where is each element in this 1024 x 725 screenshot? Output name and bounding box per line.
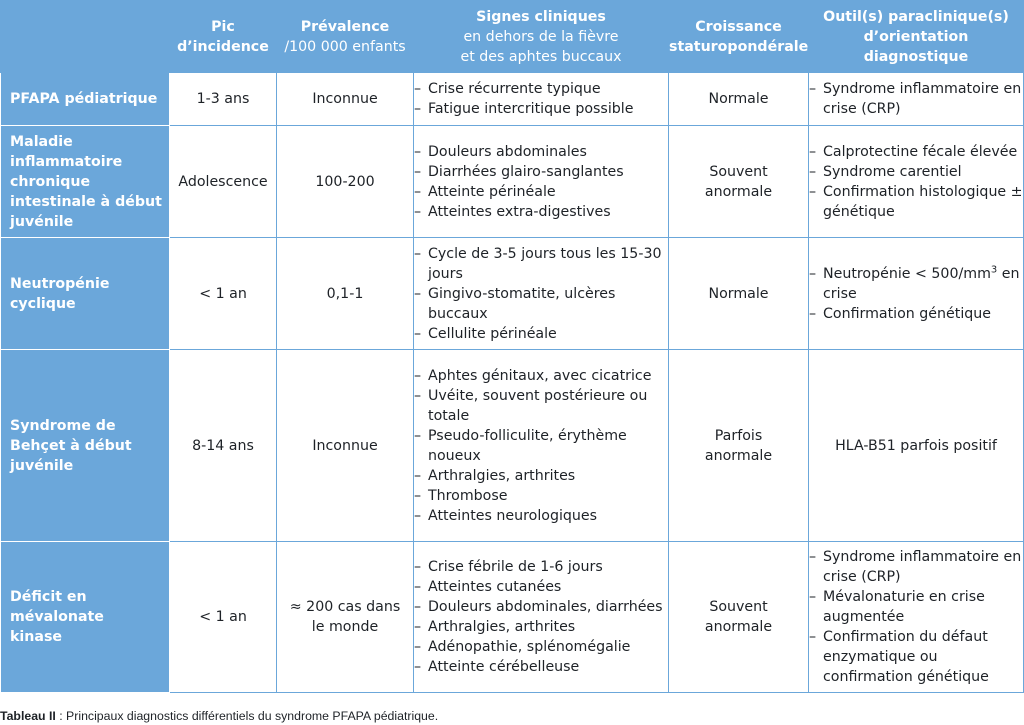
signs-list — [414, 366, 668, 526]
row-header: PFAPA pédiatrique — [1, 73, 170, 126]
list-item: – Cycle de 3-5 jours tous les 15-30 jours — [414, 244, 668, 284]
list-item: – Arthralgies, arthrites — [414, 617, 668, 637]
header-diagnostic-tools: Outil(s) paraclinique(s) d’orientation diagnostique — [809, 1, 1024, 73]
list-item: – Diarrhées glairo-sanglantes — [414, 162, 668, 182]
signs-cell — [414, 73, 669, 126]
growth-text: Souvent anormale — [704, 599, 773, 635]
row-header-label: Neutropénie cyclique — [10, 275, 110, 312]
row-header: Syndrome de Behçet à début juvénile — [1, 350, 170, 542]
growth-cell: Normale — [669, 238, 809, 350]
list-item: – Atteinte périnéale — [414, 182, 668, 202]
list-item: – Atteintes extra-digestives — [414, 202, 668, 222]
growth-text: Parfois anormale — [704, 427, 773, 464]
tools-cell — [809, 238, 1024, 350]
signs-list — [414, 557, 668, 677]
list-item: – Confirmation génétique — [809, 304, 1023, 324]
list-item: – Douleurs abdominales — [414, 142, 668, 162]
caption-text: : Principaux diagnostics différentiels du syndrome PFAPA pédiatrique. — [55, 709, 439, 723]
onset-cell: 8-14 ans — [170, 350, 277, 542]
growth-cell — [669, 350, 809, 542]
list-item: – Arthralgies, arthrites — [414, 466, 668, 486]
signs-cell — [414, 126, 669, 238]
list-item: – Atteintes neurologiques — [414, 506, 668, 526]
list-item: – Syndrome carentiel — [809, 162, 1023, 182]
onset-cell: < 1 an — [170, 238, 277, 350]
header-growth: Croissance staturopondérale — [669, 1, 809, 73]
header-prevalence: Prévalence /100 000 enfants — [277, 1, 414, 73]
list-item: – Atteinte cérébelleuse — [414, 657, 668, 677]
signs-list — [414, 79, 668, 119]
neutropenia-text: Neutropénie < 500/mm — [823, 265, 991, 282]
signs-cell — [414, 238, 669, 350]
header-clinical-signs: Signes cliniques en dehors de la fièvre et des aphtes buccaux — [414, 1, 669, 73]
table-row — [1, 73, 1024, 126]
signs-list — [414, 142, 668, 222]
growth-cell: Normale — [669, 73, 809, 126]
signs-cell — [414, 350, 669, 542]
onset-cell: Adolescence — [170, 126, 277, 238]
list-item: – Mévalonaturie en crise augmentée — [809, 587, 1023, 627]
row-header — [1, 238, 170, 350]
list-item: – Cellulite périnéale — [414, 324, 668, 344]
list-item: – Douleurs abdominales, diarrhées — [414, 597, 668, 617]
prevalence-text: ≈ 200 cas dans le monde — [289, 599, 401, 635]
growth-cell — [669, 126, 809, 238]
tools-list — [809, 547, 1023, 687]
header-row — [1, 1, 1024, 73]
table-row — [1, 126, 1024, 238]
list-item: – Fatigue intercritique possible — [414, 99, 668, 119]
tools-cell — [809, 126, 1024, 238]
list-item: – Uvéite, souvent postérieure ou totale — [414, 386, 668, 426]
table-row — [1, 350, 1024, 542]
tools-cell — [809, 542, 1024, 693]
onset-cell: 1-3 ans — [170, 73, 277, 126]
list-item: – Thrombose — [414, 486, 668, 506]
list-item: – Syndrome inflammatoire en crise (CRP) — [809, 547, 1023, 587]
table-caption — [0, 709, 438, 723]
header-corner — [1, 1, 170, 73]
prevalence-cell: Inconnue — [277, 350, 414, 542]
list-item: – Calprotectine fécale élevée — [809, 142, 1023, 162]
list-item: – Adénopathie, splénomégalie — [414, 637, 668, 657]
growth-text: Souvent anormale — [704, 163, 773, 200]
list-item: – Syndrome inflammatoire en crise (CRP) — [809, 79, 1023, 119]
prevalence-cell: 0,1-1 — [277, 238, 414, 350]
signs-cell — [414, 542, 669, 693]
row-header — [1, 542, 170, 693]
superscript: 3 — [990, 263, 998, 275]
list-item: – Aphtes génitaux, avec cicatrice — [414, 366, 668, 386]
list-item: – Crise récurrente typique — [414, 79, 668, 99]
table-row — [1, 542, 1024, 693]
tools-list — [809, 264, 1023, 324]
prevalence-cell — [277, 542, 414, 693]
onset-cell: < 1 an — [170, 542, 277, 693]
list-item: – Confirmation histologique ± génétique — [809, 182, 1023, 222]
row-header: Maladie inflammatoire chronique intestinale à début juvénile — [1, 126, 170, 238]
tools-list — [809, 142, 1023, 222]
header-onset: Pic d’incidence — [170, 1, 277, 73]
list-item: – Atteintes cutanées — [414, 577, 668, 597]
prevalence-cell: 100-200 — [277, 126, 414, 238]
caption-label: Tableau II — [0, 709, 56, 723]
growth-cell — [669, 542, 809, 693]
tools-list — [809, 79, 1023, 119]
list-item: – Pseudo-folliculite, érythème noueux — [414, 426, 668, 466]
list-item: – Crise fébrile de 1-6 jours — [414, 557, 668, 577]
list-item — [809, 264, 1023, 304]
prevalence-cell: Inconnue — [277, 73, 414, 126]
list-item: – Confirmation du défaut enzymatique ou confirmation génétique — [809, 627, 1023, 687]
list-item: – Gingivo-stomatite, ulcères buccaux — [414, 284, 668, 324]
row-header-label: Déficit en mévalonate kinase — [10, 589, 104, 645]
table-row — [1, 238, 1024, 350]
neutropenia-rest: en crise — [823, 265, 1020, 302]
tools-cell: HLA-B51 parfois positif — [809, 350, 1024, 542]
signs-list — [414, 244, 668, 344]
tools-cell — [809, 73, 1024, 126]
